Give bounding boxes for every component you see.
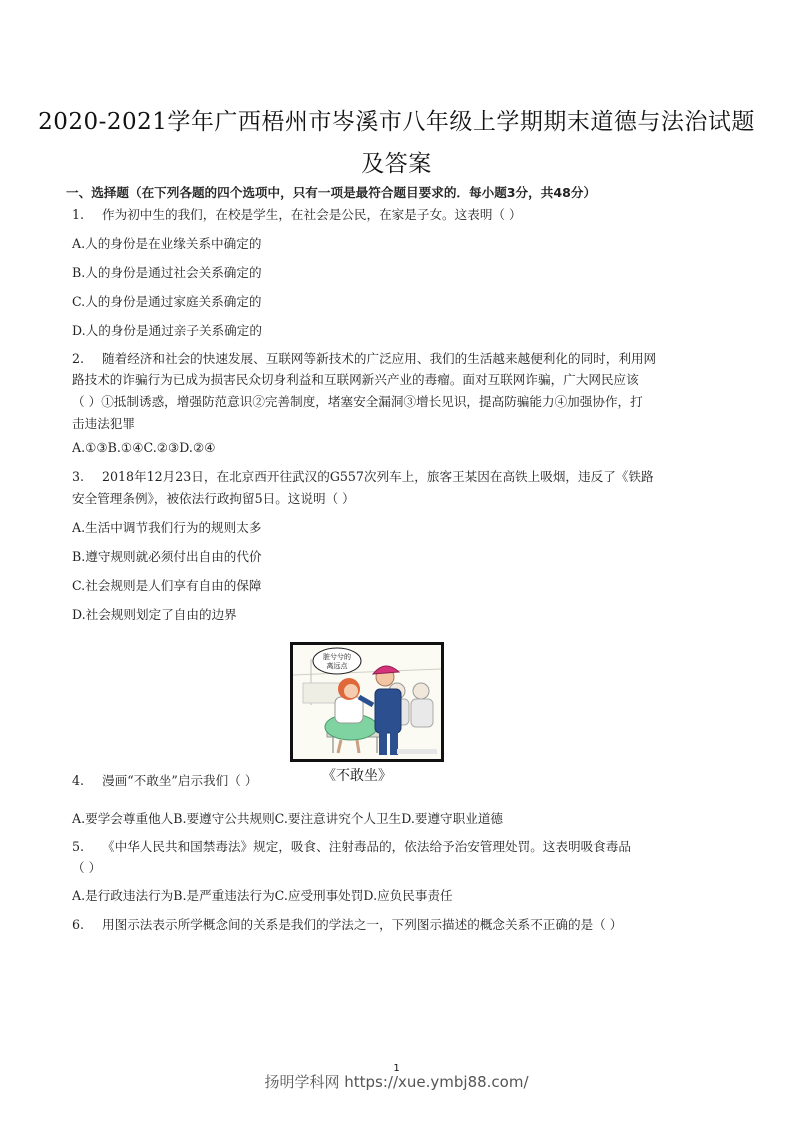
question-text: 随着经济和社会的快速发展、互联网等新技术的广泛应用、我们的生活越来越便利化的同时，利用网	[102, 351, 657, 366]
question-number: 2.	[72, 351, 85, 366]
question-text: 作为初中生的我们，在校是学生，在社会是公民，在家是子女。这表明（ ）	[102, 207, 522, 222]
question-3-stem-line2: 安全管理条例》，被依法行政拘留5日。这说明（ ）	[72, 491, 355, 506]
question-text: 用图示法表示所学概念间的关系是我们的学法之一，下列图示描述的概念关系不正确的是（ ）	[102, 917, 623, 932]
question-2-stem-line1	[72, 348, 656, 367]
question-3-option-c: C.社会规则是人们享有自由的保障	[72, 578, 262, 593]
question-2-stem-line4: 击违法犯罪	[72, 416, 135, 431]
question-number: 5.	[72, 839, 85, 854]
footer-site-link[interactable]: 扬明学科网 https://xue.ymbj88.com/	[264, 1073, 529, 1091]
question-4-stem	[72, 770, 257, 789]
speech-bubble-text-line2: 离远点	[326, 662, 348, 670]
question-1-option-c: C.人的身份是通过家庭关系确定的	[72, 294, 262, 309]
question-1-option-a: A.人的身份是在业缘关系中确定的	[72, 236, 262, 251]
document-title-line1: 2020-2021学年广西梧州市岑溪市八年级上学期期末道德与法治试题	[38, 109, 755, 135]
question-1-stem	[72, 204, 522, 223]
question-5-options: A.是行政违法行为B.是严重违法行为C.应受刑事处罚D.应负民事责任	[72, 888, 453, 903]
question-number: 3.	[72, 469, 85, 484]
question-number: 4.	[72, 773, 85, 788]
question-text: 2018年12月23日，在北京西开往武汉的G557次列车上，旅客王某因在高铁上吸烟，违反了《铁路	[102, 469, 654, 484]
cartoon-illustration	[293, 645, 441, 759]
question-text: 漫画“不敢坐”启示我们（ ）	[102, 773, 258, 788]
question-3-stem-line1	[72, 466, 654, 485]
question-1-option-b: B.人的身份是通过社会关系确定的	[72, 265, 262, 280]
question-1-option-d: D.人的身份是通过亲子关系确定的	[72, 323, 262, 338]
cartoon-figure	[290, 642, 444, 762]
question-text: 《中华人民共和国禁毒法》规定，吸食、注射毒品的，依法给予治安管理处罚。这表明吸食毒品	[102, 839, 631, 854]
question-2-options: A.①③B.①④C.②③D.②④	[72, 440, 216, 455]
question-5-stem-line2: （ ）	[72, 860, 102, 875]
section-heading: 一、选择题（在下列各题的四个选项中，只有一项是最符合题目要求的．每小题3分，共48分）	[66, 185, 597, 200]
question-2-stem-line3: （ ）①抵制诱惑，增强防范意识②完善制度，堵塞安全漏洞③增长见识，提高防骗能力④加强协作，打	[72, 394, 643, 409]
question-number: 1.	[72, 207, 85, 222]
question-5-stem-line1	[72, 836, 631, 855]
page-number: 1	[393, 1063, 400, 1074]
document-title-line2: 及答案	[361, 151, 432, 177]
cartoon-caption: 《不敢坐》	[322, 768, 392, 784]
speech-bubble-text-line1: 脏兮兮的	[323, 653, 351, 661]
question-3-option-d: D.社会规则划定了自由的边界	[72, 607, 237, 622]
question-2-stem-line2: 路技术的诈骗行为已成为损害民众切身利益和互联网新兴产业的毒瘤。面对互联网诈骗，广大网民应该	[72, 372, 639, 387]
question-number: 6.	[72, 917, 85, 932]
question-3-option-b: B.遵守规则就必须付出自由的代价	[72, 549, 262, 564]
question-6-stem	[72, 914, 622, 933]
question-4-options: A.要学会尊重他人B.要遵守公共规则C.要注意讲究个人卫生D.要遵守职业道德	[72, 811, 504, 826]
question-3-option-a: A.生活中调节我们行为的规则太多	[72, 520, 262, 535]
